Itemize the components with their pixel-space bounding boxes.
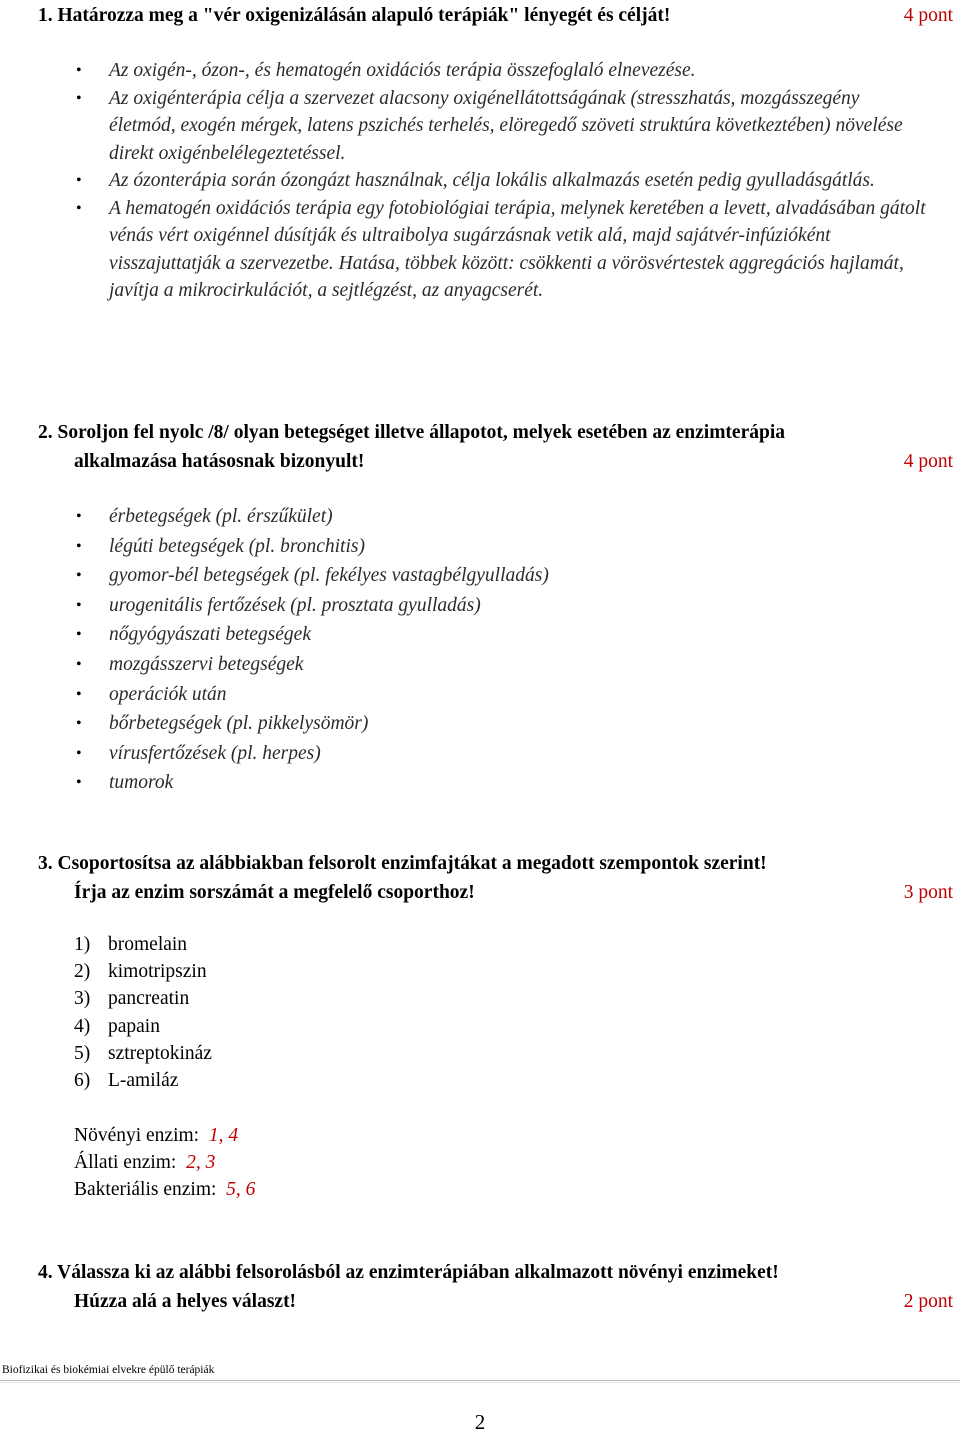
question-3-points: 3 pont — [903, 882, 953, 903]
group-answer: 2, 3 — [186, 1152, 216, 1174]
list-item: • tumorok — [76, 768, 936, 798]
enzyme-groups — [74, 1122, 255, 1204]
question-1-title: Határozza meg a "vér oxigenizálásán alapuló terápiák" lényegét és célját! — [57, 5, 671, 26]
list-item: • vírusfertőzések (pl. herpes) — [76, 739, 936, 769]
bullet-icon: • — [76, 744, 82, 762]
page-number: 2 — [474, 1410, 486, 1434]
question-3-heading — [38, 849, 953, 907]
list-item: 6) L-amiláz — [74, 1070, 179, 1092]
list-item: • bőrbetegségek (pl. pikkelysömör) — [76, 709, 936, 739]
question-4-heading — [38, 1258, 953, 1316]
list-item: • Az oxigénterápia célja a szervezet alacsony oxigénellátottságának (stresszhatás, mozgásszegény életmód, exogén mérgek, latens pszichés terhelés, elöregedő szöveti struktúra következtében) növelése direkt oxigénbelélegeztetéssel. — [76, 85, 936, 168]
enzyme-list — [74, 931, 212, 1094]
list-item: • mozgásszervi betegségek — [76, 650, 936, 680]
question-1-number: 1. — [38, 5, 53, 26]
list-item: • gyomor-bél betegségek (pl. fekélyes vastagbélgyulladás) — [76, 561, 936, 591]
question-1-heading — [38, 1, 953, 30]
question-2-number: 2. — [38, 422, 53, 443]
bullet-icon: • — [76, 508, 82, 525]
bullet-icon: • — [76, 567, 82, 585]
bullet-icon: • — [76, 715, 82, 733]
question-1-answers — [76, 57, 936, 305]
bullet-icon: • — [76, 62, 82, 79]
bullet-icon: • — [76, 655, 82, 673]
question-2-answers — [76, 502, 936, 798]
list-item: 3) pancreatin — [74, 988, 190, 1010]
bullet-icon: • — [76, 626, 82, 644]
list-item: • Az ózonterápia során ózongázt használnak, célja lokális alkalmazás esetén pedig gyulladásgátlás. — [76, 167, 936, 195]
group-row: Állati enzim: 2, 3 — [74, 1152, 216, 1174]
list-item: 1) bromelain — [74, 934, 188, 955]
footer-divider — [0, 1380, 960, 1381]
list-item: • A hematogén oxidációs terápia egy fotobiológiai terápia, melynek keretében a levett, alvadásában gátolt vénás vért oxigénnel dúsítják és ultraibolya sugárzásnak vetik alá, majd sajátvér-infúzióként visszajuttatják a szervezetbe. Hatása, többek között: csökkenti a vörösvértestek aggregációs hajlamát, javítja a mikrocirkulációt, a sejtlégzést, az anyagcserét. — [76, 195, 936, 305]
question-2-heading — [38, 418, 953, 476]
question-2-points: 4 pont — [903, 451, 953, 472]
question-4-title-line1: Válassza ki az alábbi felsorolásból az enzimterápiában alkalmazott növényi enzimeket! — [57, 1262, 779, 1283]
question-3-title-line2: Írja az enzim sorszámát a megfelelő csoporthoz! — [74, 882, 475, 903]
list-item: • Az oxigén-, ózon-, és hematogén oxidációs terápia összefoglaló elnevezése. — [76, 57, 936, 85]
list-item: • légúti betegségek (pl. bronchitis) — [76, 532, 936, 562]
footer-label: Biofizikai és biokémiai elvekre épülő terápiák — [2, 1364, 215, 1376]
bullet-icon: • — [76, 537, 82, 555]
list-item: • operációk után — [76, 680, 936, 710]
list-item: 5) sztreptokináz — [74, 1042, 212, 1064]
question-4-title-line2: Húzza alá a helyes választ! — [74, 1291, 297, 1312]
question-4-points: 2 pont — [903, 1291, 953, 1312]
list-item: 4) papain — [74, 1015, 160, 1037]
bullet-icon: • — [76, 774, 82, 792]
question-3-title-line1: Csoportosítsa az alábbiakban felsorolt enzimfajtákat a megadott szempontok szerint! — [57, 853, 767, 874]
group-answer: 1, 4 — [208, 1125, 239, 1146]
bullet-icon: • — [76, 685, 82, 703]
list-item: 2) kimotripszin — [74, 961, 207, 983]
list-item: • nőgyógyászati betegségek — [76, 620, 936, 650]
bullet-icon: • — [76, 596, 82, 614]
list-item: • érbetegségek (pl. érszűkület) — [76, 502, 936, 532]
bullet-icon: • — [76, 172, 82, 189]
group-row: Növényi enzim: 1, 4 — [74, 1125, 239, 1146]
question-4-number: 4. — [38, 1262, 53, 1283]
bullet-icon: • — [76, 89, 82, 107]
question-1-points: 4 pont — [903, 5, 953, 26]
bullet-icon: • — [76, 199, 82, 217]
list-item: • urogenitális fertőzések (pl. prosztata gyulladás) — [76, 591, 936, 621]
question-2-title-line2: alkalmazása hatásosnak bizonyult! — [74, 451, 365, 472]
question-2-title-line1: Soroljon fel nyolc /8/ olyan betegséget illetve állapotot, melyek esetében az enzimterápia — [57, 422, 785, 443]
group-answer: 5, 6 — [226, 1179, 256, 1201]
question-3-number: 3. — [38, 853, 53, 874]
group-row: Bakteriális enzim: 5, 6 — [74, 1179, 256, 1201]
